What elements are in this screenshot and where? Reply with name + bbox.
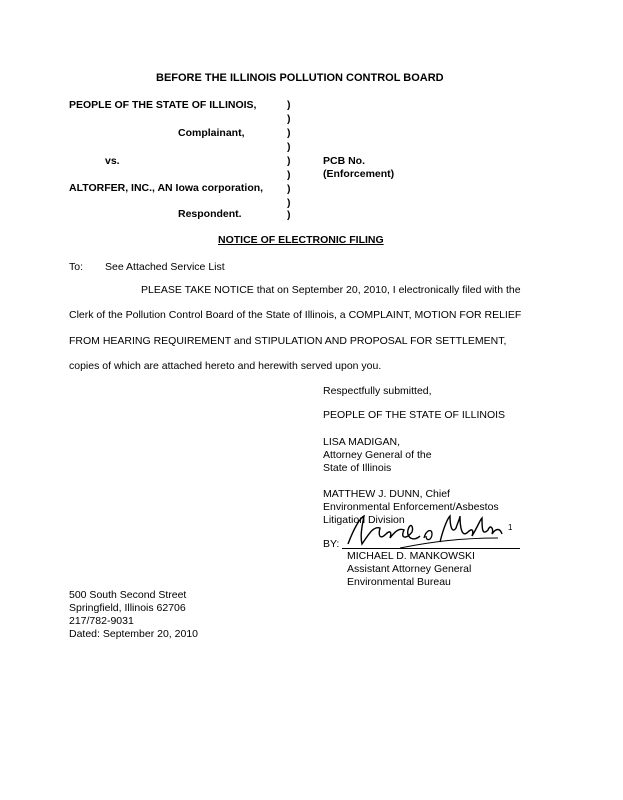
caption-paren-4: ) — [287, 141, 291, 153]
signer-title: Assistant Attorney General — [347, 563, 472, 575]
body-line-1: PLEASE TAKE NOTICE that on September 20, 2010, I electronically filed with the — [141, 284, 521, 296]
body-line-3: FROM HEARING REQUIREMENT and STIPULATION AND PROPOSAL FOR SETTLEMENT, — [69, 335, 507, 347]
versus-label: vs. — [105, 155, 120, 167]
notice-title: NOTICE OF ELECTRONIC FILING — [218, 234, 384, 246]
signature-mark: 1 — [508, 523, 513, 532]
by-label: BY: — [323, 538, 340, 550]
chief-line-1: MATTHEW J. DUNN, Chief — [323, 488, 450, 500]
signer-bureau: Environmental Bureau — [347, 576, 451, 588]
respectfully-submitted: Respectfully submitted, — [323, 385, 432, 397]
caption-paren-8: ) — [287, 197, 291, 209]
to-label: To: — [69, 261, 84, 273]
case-type: (Enforcement) — [323, 168, 395, 180]
plaintiff-role: Complainant, — [178, 127, 245, 139]
chief-line-3: Litigation Division — [323, 514, 405, 526]
caption-paren-1: ) — [287, 99, 291, 111]
body-line-4: copies of which are attached hereto and herewith served upon you. — [69, 360, 382, 372]
defendant-role: Respondent. — [178, 208, 242, 220]
address-city: Springfield, Illinois 62706 — [69, 602, 186, 614]
case-number-label: PCB No. — [323, 155, 365, 167]
defendant-name: ALTORFER, INC., AN Iowa corporation, — [69, 182, 264, 194]
caption-paren-5: ) — [287, 155, 291, 167]
to-value: See Attached Service List — [105, 261, 225, 273]
caption-paren-6: ) — [287, 169, 291, 181]
signer-name: MICHAEL D. MANKOWSKI — [347, 550, 475, 562]
signature-line — [342, 548, 520, 549]
signature-initial-stroke — [424, 531, 432, 540]
caption-paren-3: ) — [287, 127, 291, 139]
dated-line: Dated: September 20, 2010 — [69, 628, 199, 640]
plaintiff-name: PEOPLE OF THE STATE OF ILLINOIS, — [69, 99, 257, 111]
address-street: 500 South Second Street — [69, 589, 187, 601]
ag-title-1: Attorney General of the — [323, 449, 432, 461]
party-name: PEOPLE OF THE STATE OF ILLINOIS — [323, 409, 506, 421]
board-title: BEFORE THE ILLINOIS POLLUTION CONTROL BOARD — [156, 72, 444, 84]
caption-paren-2: ) — [287, 113, 291, 125]
signature-image — [340, 508, 513, 550]
ag-name: LISA MADIGAN, — [323, 436, 401, 448]
caption-paren-9: ) — [287, 209, 291, 221]
chief-line-2: Environmental Enforcement/Asbestos — [323, 501, 499, 513]
caption-paren-7: ) — [287, 183, 291, 195]
ag-title-2: State of Illinois — [323, 462, 392, 474]
address-phone: 217/782-9031 — [69, 615, 134, 627]
body-line-2: Clerk of the Pollution Control Board of the State of Illinois, a COMPLAINT, MOTION FOR RELIEF — [69, 309, 522, 321]
signature-first-name-stroke — [348, 516, 420, 544]
